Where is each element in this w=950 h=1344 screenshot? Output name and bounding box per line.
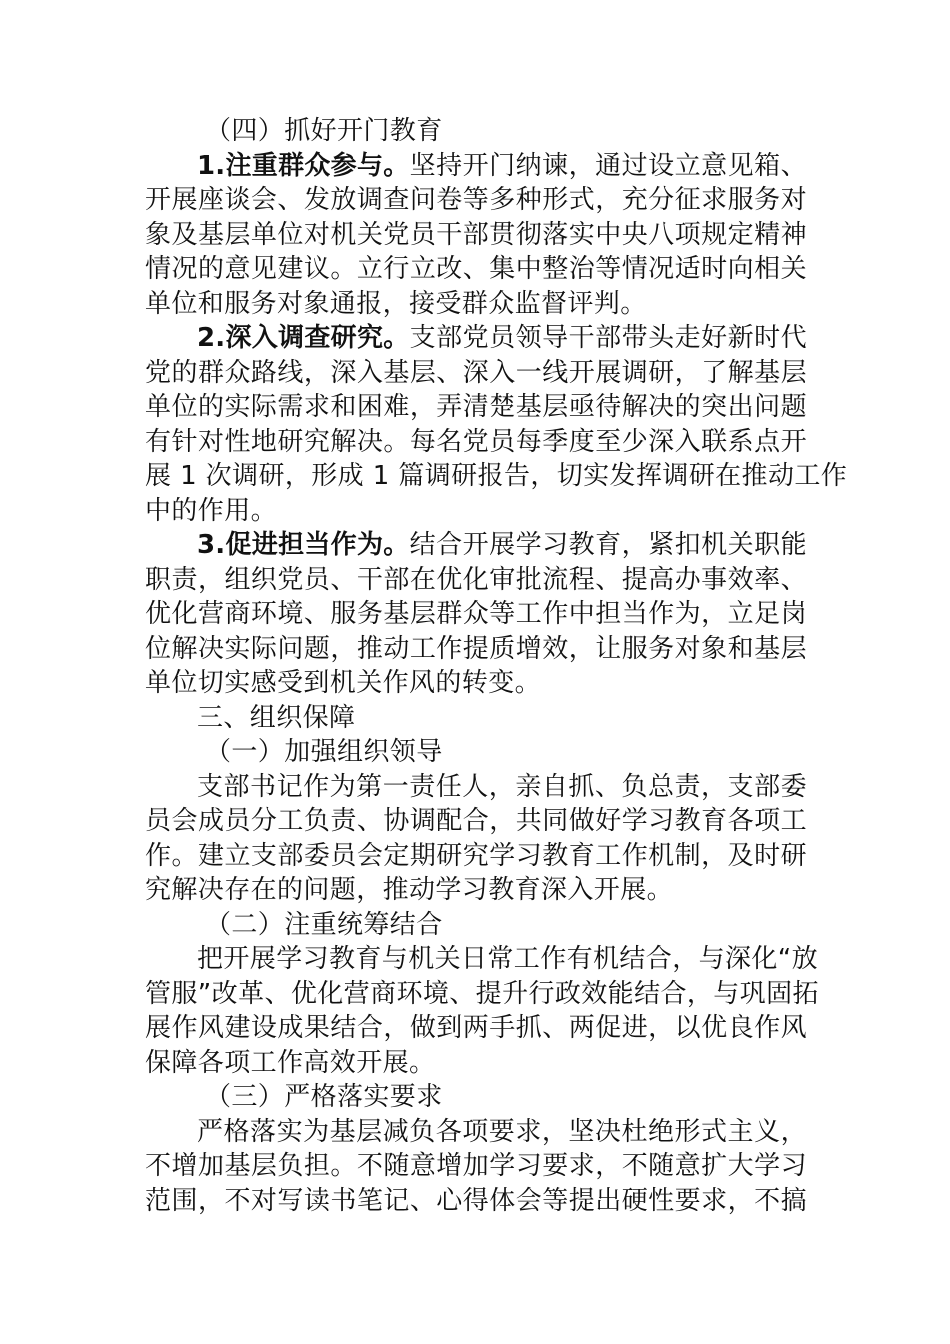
item3-first-line [145,528,807,563]
item3-line-4: 单位切实感受到机关作风的转变。 [145,668,542,698]
sub2-line-3: 保障各项工作高效开展。 [145,1047,436,1078]
item2-lead: 2.深入调查研究。 [197,323,410,353]
item2-line-1: 党的群众路线，深入基层、深入一线开展调研，了解基层 [145,357,807,388]
sub2-heading: （二）注重统筹结合 [205,909,443,940]
item1-lead: 1.注重群众参与。 [197,150,410,181]
section-heading-4: （四）抓好开门教育 [205,116,443,146]
item1-first-line [145,149,807,184]
sub3-heading: （三）严格落实要求 [205,1082,443,1112]
sub2-line-2: 展作风建设成果结合，做到两手抓、两促进，以优良作风 [145,1013,807,1043]
item2-line-0: 支部党员领导干部带头走好新时代 [409,323,807,353]
sub1-heading: （一）加强组织领导 [205,737,443,767]
item3-line-3: 位解决实际问题，推动工作提质增效，让服务对象和基层 [145,633,807,664]
item2-line-4: 展 1 次调研，形成 1 篇调研报告，切实发挥调研在推动工作 [145,461,848,491]
sub1-line-3: 究解决存在的问题，推动学习教育深入开展。 [145,875,674,905]
sub2-line-0: 把开展学习教育与机关日常工作有机结合，与深化“放 [197,944,819,974]
sub2-line-1: 管服”改革、优化营商环境、提升行政效能结合，与巩固拓 [145,978,819,1009]
item2-line-3: 有针对性地研究解决。每名党员每季度至少深入联系点开 [145,426,807,457]
sub3-line-0: 严格落实为基层减负各项要求，坚决杜绝形式主义， [197,1116,807,1147]
item1-line-1: 开展座谈会、发放调查问卷等多种形式，充分征求服务对 [145,185,807,215]
item3-line-2: 优化营商环境、服务基层群众等工作中担当作为，立足岗 [145,599,807,629]
sub1-line-1: 员会成员分工负责、协调配合，共同做好学习教育各项工 [145,806,807,836]
item2-line-5: 中的作用。 [145,495,278,526]
item2-line-2: 单位的实际需求和困难，弄清楚基层亟待解决的突出问题 [145,392,807,422]
item1-line-3: 情况的意见建议。立行立改、集中整治等情况适时向相关 [145,254,807,284]
item3-lead: 3.促进担当作为。 [197,530,410,560]
part3-heading: 三、组织保障 [197,702,356,733]
sub1-line-2: 作。建立支部委员会定期研究学习教育工作机制，及时研 [145,840,807,871]
item1-line-0: 坚持开门纳谏，通过设立意见箱、 [409,150,807,181]
item1-line-4: 单位和服务对象通报，接受群众监督评判。 [145,288,647,319]
sub1-line-0: 支部书记作为第一责任人，亲自抓、负总责，支部委 [197,771,807,802]
item3-line-0: 结合开展学习教育，紧扣机关职能 [409,530,807,560]
document-page [145,114,848,1234]
item1-line-2: 象及基层单位对机关党员干部贯彻落实中央八项规定精神 [145,219,807,250]
item2-first-line [145,321,807,356]
sub3-line-1: 不增加基层负担。不随意增加学习要求，不随意扩大学习 [145,1151,807,1181]
item3-line-1: 职责，组织党员、干部在优化审批流程、提高办事效率、 [145,564,807,595]
sub3-line-2: 范围，不对写读书笔记、心得体会等提出硬性要求，不搞 [145,1185,807,1216]
